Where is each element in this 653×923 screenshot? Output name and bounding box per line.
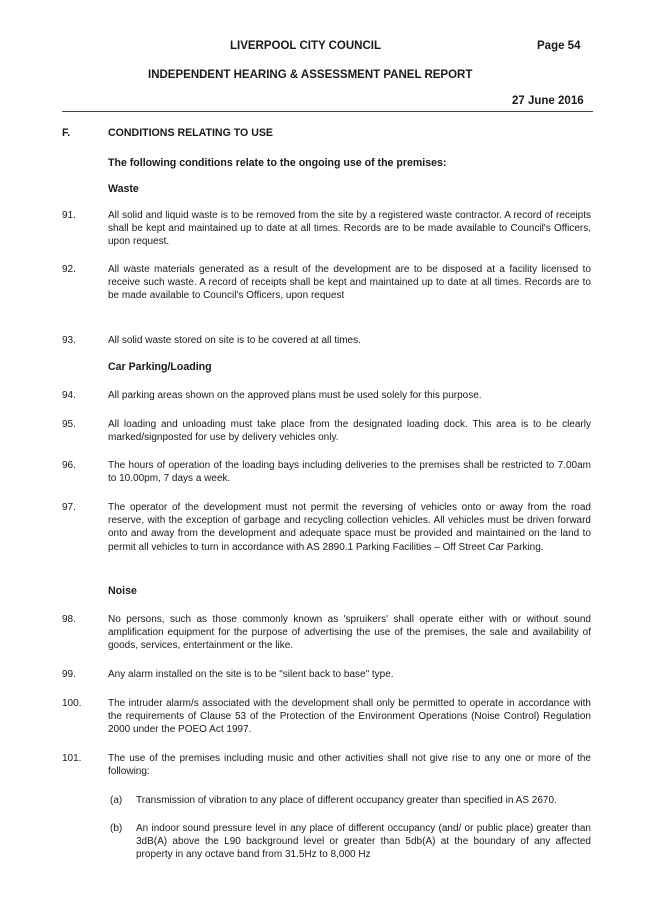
condition-text: All loading and unloading must take place from the designated loading dock. This area is to be clearly marked/signposted for use by delivery vehicles only. xyxy=(108,419,591,444)
subitem-label: (a) xyxy=(110,795,123,806)
subitem-text: Transmission of vibration to any place of different occupancy greater than specified in AS 2670. xyxy=(136,795,557,806)
section-letter: F. xyxy=(62,127,71,139)
condition-text: All solid and liquid waste is to be removed from the site by a registered waste contractor. A record of receipts shall be kept and maintained up to date at all times. Records are to be made available to Council's Officers, upon request. xyxy=(108,210,591,248)
condition-text: The operator of the development must not permit the reversing of vehicles onto or away from the road reserve, with the exception of garbage and recycling collection vehicles. All vehicles must be driven forward onto and away from the development and adequate space must be provided and maintained on the land to permit all vehicles to turn in accordance with AS 2890.1 Parking Facilities – Off Street Car Parking. xyxy=(108,502,591,553)
condition-number: 100. xyxy=(62,698,82,709)
condition-number: 93. xyxy=(62,335,76,346)
heading-noise: Noise xyxy=(108,585,137,597)
condition-number: 99. xyxy=(62,669,76,680)
condition-number: 95. xyxy=(62,419,76,430)
heading-waste: Waste xyxy=(108,183,139,195)
page-number: Page 54 xyxy=(537,40,581,52)
condition-text: The intruder alarm/s associated with the development shall only be permitted to operate in accordance with the requirements of Clause 53 of the Protection of the Environment Operations (Noise Control) Regulation 2000 under the POEO Act 1997. xyxy=(108,698,591,736)
condition-text: The use of the premises including music and other activities shall not give rise to any one or more of the following: xyxy=(108,753,591,778)
section-intro: The following conditions relate to the ongoing use of the premises: xyxy=(108,157,447,169)
heading-car-parking: Car Parking/Loading xyxy=(108,361,212,373)
condition-text: No persons, such as those commonly known as 'spruikers' shall operate either with or without sound amplification equipment for the purpose of advertising the use of the premises, the sale and availability of goods, services, entertainment or the like. xyxy=(108,614,591,652)
condition-number: 97. xyxy=(62,502,76,513)
condition-number: 98. xyxy=(62,614,76,625)
subitem-label: (b) xyxy=(110,823,123,834)
condition-text: The hours of operation of the loading bays including deliveries to the premises shall be restricted to 7.00am to 10.00pm, 7 days a week. xyxy=(108,460,591,485)
report-date: 27 June 2016 xyxy=(512,95,584,107)
condition-text: All parking areas shown on the approved plans must be used solely for this purpose. xyxy=(108,390,482,401)
condition-text: All solid waste stored on site is to be covered at all times. xyxy=(108,335,361,346)
condition-text: All waste materials generated as a result of the development are to be disposed at a facility licensed to receive such waste. A record of receipts shall be kept and maintained up to date at all times. Records are to be made available to Council's Officers, upon request xyxy=(108,264,591,302)
report-title: INDEPENDENT HEARING & ASSESSMENT PANEL REPORT xyxy=(148,69,473,81)
section-title: CONDITIONS RELATING TO USE xyxy=(108,127,273,139)
header-divider xyxy=(62,111,593,112)
condition-number: 96. xyxy=(62,460,76,471)
council-name: LIVERPOOL CITY COUNCIL xyxy=(230,40,382,52)
condition-number: 94. xyxy=(62,390,76,401)
condition-text: Any alarm installed on the site is to be "silent back to base" type. xyxy=(108,669,394,680)
condition-number: 92. xyxy=(62,264,76,275)
subitem-text: An indoor sound pressure level in any place of different occupancy (and/ or public place) greater than 3dB(A) above the L90 background level or greater than 5db(A) at the boundary of any affected property in any octave band from 31.5Hz to 8,000 Hz xyxy=(136,823,591,861)
condition-number: 91. xyxy=(62,210,76,221)
condition-number: 101. xyxy=(62,753,82,764)
